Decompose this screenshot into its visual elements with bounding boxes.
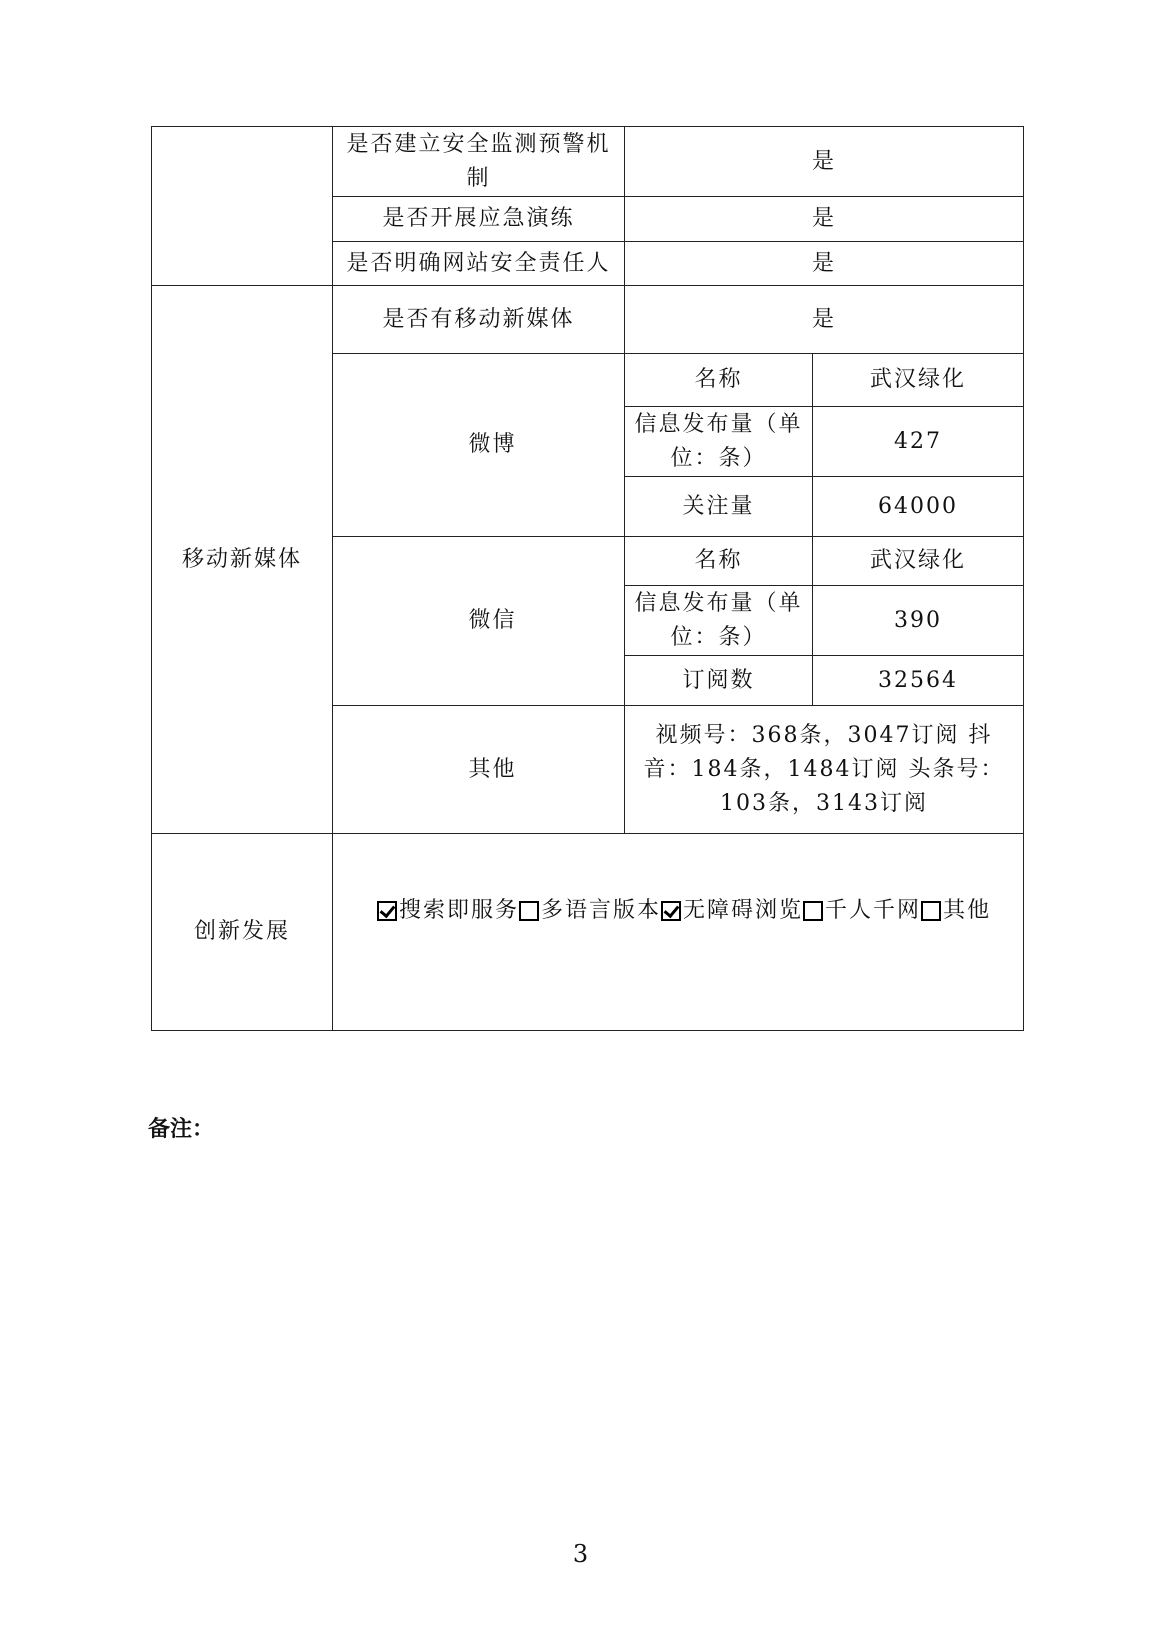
- innovation-option[interactable]: [803, 894, 921, 928]
- remark-label: 备注：: [148, 1117, 215, 1142]
- page-number: 3: [572, 1540, 589, 1568]
- wechat-sub-value: 32564: [813, 656, 1024, 706]
- security-row-value: 是: [625, 197, 1024, 242]
- innovation-options: [333, 834, 1024, 1031]
- other-media-text: 视频号：368条，3047订阅 抖音：184条，1484订阅 头条号：103条，3143订阅: [625, 706, 1024, 834]
- wechat-label: 微信: [333, 537, 625, 706]
- checkbox-icon[interactable]: [519, 901, 539, 921]
- security-row-label: 是否建立安全监测预警机制: [333, 127, 625, 197]
- option-label: 无障碍浏览: [683, 898, 804, 923]
- other-media-label: 其他: [333, 706, 625, 834]
- security-row-value: 是: [625, 242, 1024, 286]
- report-table: [151, 126, 1024, 1031]
- weibo-label: 微博: [333, 354, 625, 537]
- checkbox-icon[interactable]: [377, 901, 397, 921]
- wechat-name-label: 名称: [625, 537, 813, 586]
- wechat-sub-label: 订阅数: [625, 656, 813, 706]
- innovation-section-label: 创新发展: [152, 834, 333, 1031]
- wechat-name-value: 武汉绿化: [813, 537, 1024, 586]
- innovation-option[interactable]: [661, 894, 803, 928]
- checkbox-icon[interactable]: [921, 901, 941, 921]
- checkbox-icon[interactable]: [803, 901, 823, 921]
- weibo-posts-value: 427: [813, 407, 1024, 477]
- wechat-posts-value: 390: [813, 586, 1024, 656]
- has-media-label: 是否有移动新媒体: [333, 286, 625, 354]
- media-section-label: 移动新媒体: [152, 286, 333, 834]
- option-label: 多语言版本: [541, 898, 662, 923]
- innovation-option[interactable]: [377, 894, 519, 928]
- weibo-follow-value: 64000: [813, 477, 1024, 537]
- weibo-posts-label: 信息发布量（单位：条）: [625, 407, 813, 477]
- checkbox-icon[interactable]: [661, 901, 681, 921]
- weibo-follow-label: 关注量: [625, 477, 813, 537]
- security-row-value: 是: [625, 127, 1024, 197]
- security-row-label: 是否明确网站安全责任人: [333, 242, 625, 286]
- option-label: 其他: [943, 898, 992, 923]
- has-media-value: 是: [625, 286, 1024, 354]
- weibo-name-value: 武汉绿化: [813, 354, 1024, 407]
- innovation-option[interactable]: [519, 894, 661, 928]
- weibo-name-label: 名称: [625, 354, 813, 407]
- wechat-posts-label: 信息发布量（单位：条）: [625, 586, 813, 656]
- security-section-cell: [152, 127, 333, 286]
- option-label: 千人千网: [825, 898, 922, 923]
- innovation-option[interactable]: [921, 894, 991, 928]
- option-label: 搜索即服务: [399, 898, 520, 923]
- security-row-label: 是否开展应急演练: [333, 197, 625, 242]
